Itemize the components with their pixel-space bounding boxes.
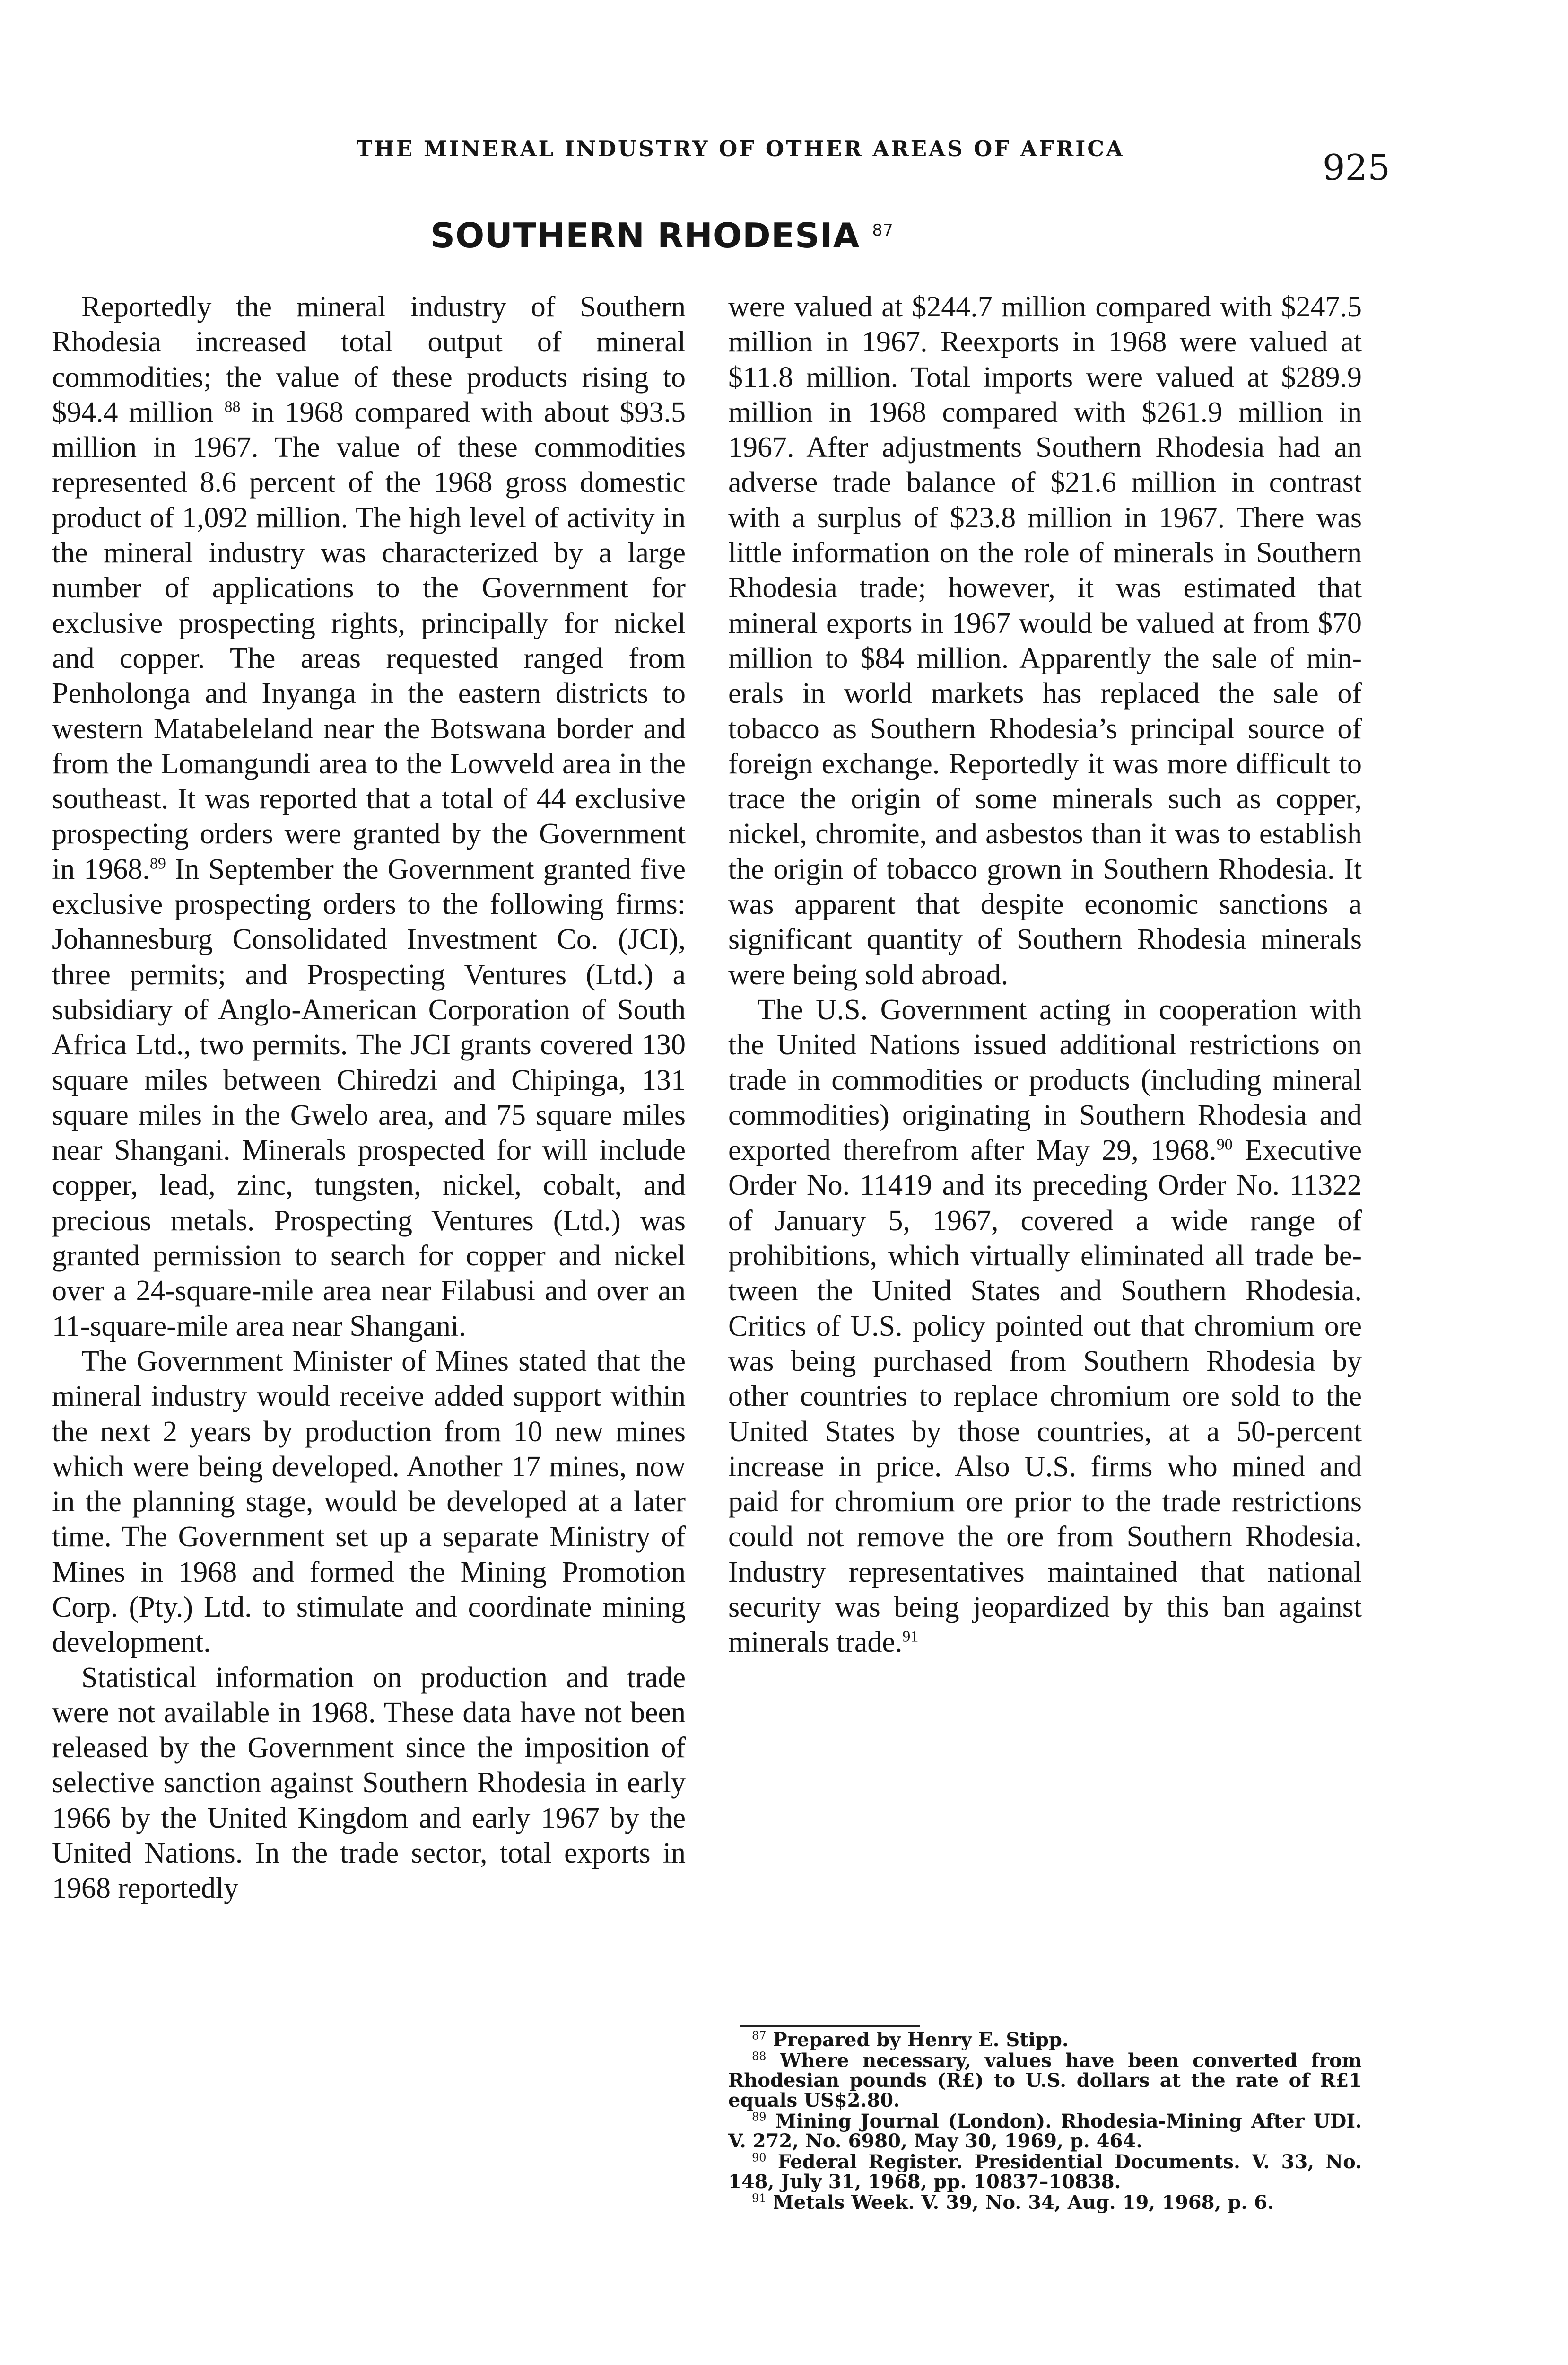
footnote-text: Federal Register. Presidential Documents. V. 33, No. 148, July 31, 1968, pp. 10837–10838. (728, 2151, 1362, 2193)
footnote-90 (728, 2152, 1362, 2192)
paragraph-4-part-a: The U.S. Government acting in cooperation with the United Nations issued additional restrictions on trade in commodities or products (including mineral commodities) originating in Southern Rhodesia and exported therefrom after May 29, 1968. (728, 993, 1362, 1167)
section-title-text: SOUTHERN RHODESIA (430, 216, 860, 255)
footnote-number: 88 (752, 2050, 767, 2063)
paragraph-1-part-c: In September the Government granted five exclusive prospecting orders to the following firms: Johannesburg Consolidated Investment Co. (JCI), three permits; and Prospecting Ventures (Ltd.) a subsidiary of Anglo-American Corporation of South Africa Ltd., two permits. The JCI grants covered 130 square miles between Chiredzi and Chipinga, 131 square miles in the Gwelo area, and 75 square miles near Shangani. Minerals prospected for will include copper, lead, zinc, tungsten, nickel, cobalt, and precious metals. Prospecting Ventures (Ltd.) was granted permission to search for copper and nickel over a 24-square-mile area near Filabusi and over an 11-square-mile area near Shangani. (52, 853, 686, 1342)
left-column (52, 289, 686, 1906)
paragraph-1-part-b: in 1968 compared with about $93.5 million in 1967. The value of these commodities represented 8.6 percent of the 1968 gross domestic product of 1,092 million. The high level of activity in the mineral industry was characterized by a large number of applications to the Government for exclusive prospecting rights, principally for nickel and copper. The areas requested ranged from Penholonga and Inyanga in the eastern districts to western Matabeleland near the Botswana border and from the Lomangundi area to the Lowveld area in the southeast. It was reported that a total of 44 exclusive prospecting orders were granted by the Government in 1968. (52, 396, 686, 885)
footnote-ref-90: 90 (1216, 1136, 1233, 1154)
running-head: THE MINERAL INDUSTRY OF OTHER AREAS OF AFRICA (356, 136, 1125, 161)
paragraph-4 (728, 992, 1362, 1660)
footnote-number: 89 (752, 2110, 767, 2124)
footnote-88 (728, 2051, 1362, 2111)
page-number: 925 (1322, 147, 1390, 188)
right-column (728, 289, 1362, 1660)
footnote-text: Where necessary, values have been converted from Rhodesian pounds (R£) to U.S. dollars at the rate of R£1 equals US$2.80. (728, 2050, 1362, 2111)
footnote-89 (728, 2111, 1362, 2151)
paragraph-3-continued: were valued at $244.7 million compared with $247.5 million in 1967. Reexports in 1968 were valued at $11.8 million. Total imports were valued at $289.9 million in 1968 compared with $261.9 million in 1967. After adjustments Southern Rhodesia had an adverse trade balance of $21.6 million in contrast with a surplus of $23.8 million in 1967. There was little information on the role of minerals in Southern Rhodesia trade; however, it was estimated that mineral exports in 1967 would be valued at from $70 million to $84 million. Apparently the sale of minerals in world markets has replaced the sale of tobacco as Southern Rhodesia’s principal source of foreign exchange. Reportedly it was more difficult to trace the origin of some minerals such as copper, nickel, chromite, and asbestos than it was to establish the origin of tobacco grown in Southern Rhodesia. It was apparent that despite economic sanctions a significant quantity of Southern Rhodesia minerals were being sold abroad. (728, 291, 1362, 991)
footnote-87 (728, 2030, 1362, 2050)
footnote-91 (728, 2193, 1362, 2213)
paragraph-3: Statistical information on production and trade were not available in 1968. These data have not been released by the Government since the imposition of selective sanction against Southern Rhodesia in early 1966 by the United Kingdom and early 1967 by the United Nations. In the trade sector, total exports in 1968 reportedly (52, 1661, 686, 1905)
footnote-text: Prepared by Henry E. Stipp. (773, 2029, 1069, 2051)
footnote-divider (740, 2025, 920, 2027)
section-title (378, 216, 946, 255)
footnote-ref-89: 89 (149, 855, 166, 873)
footnote-number: 90 (752, 2151, 767, 2164)
footnote-ref-88: 88 (224, 398, 241, 416)
footnote-number: 91 (752, 2191, 767, 2205)
footnote-number: 87 (752, 2029, 767, 2042)
paragraph-1 (52, 289, 686, 1344)
paragraph-2: The Government Minister of Mines stated that the mineral industry would receive added support within the next 2 years by production from 10 new mines which were being developed. Another 17 mines, now in the planning stage, would be developed at a later time. The Government set up a separate Ministry of Mines in 1968 and formed the Mining Promotion Corp. (Pty.) Ltd. to stimulate and coordinate mining development. (52, 1345, 686, 1659)
footnotes (728, 2030, 1362, 2214)
footnote-text: Mining Journal (London). Rhodesia-Mining After UDI. V. 272, No. 6980, May 30, 1969, p. 464. (728, 2110, 1362, 2152)
paragraph-1-part-a: Reportedly the mineral industry of Southern Rhodesia increased total output of mineral commodities; the value of these products rising to $94.4 million (52, 291, 686, 429)
footnote-ref-87: 87 (872, 221, 894, 240)
footnote-text: Metals Week. V. 39, No. 34, Aug. 19, 1968, p. 6. (773, 2191, 1274, 2214)
paragraph-4-part-b: Executive Order No. 11419 and its preceding Order No. 11322 of January 5, 1967, covered a wide range of prohibitions, which virtually eliminated all trade between the United States and Southern Rhodesia. Critics of U.S. policy pointed out that chromium ore was being purchased from Southern Rhodesia by other countries to replace chromium ore sold to the United States by those countries, at a 50-percent increase in price. Also U.S. firms who mined and paid for chromium ore prior to the trade restrictions could not remove the ore from Southern Rhodesia. Industry representatives maintained that national security was being jeopardized by this ban against minerals trade. (728, 1134, 1362, 1659)
footnote-ref-91: 91 (902, 1628, 919, 1646)
